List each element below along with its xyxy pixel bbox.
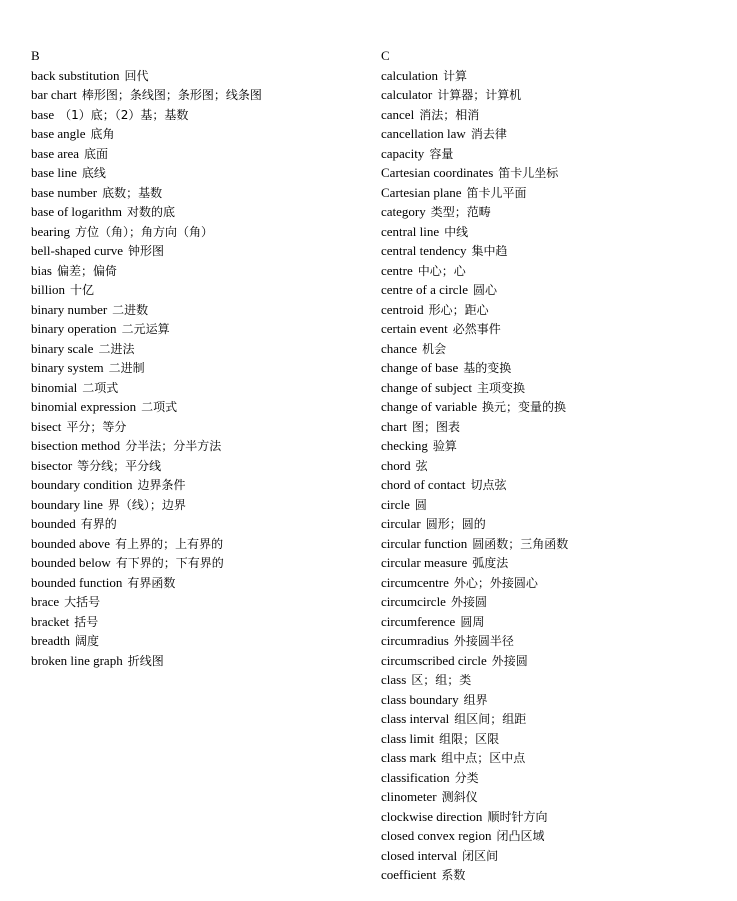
chinese-translation: 二项式	[141, 400, 178, 414]
chinese-translation: 等分线；平分线	[77, 458, 162, 473]
chinese-translation: 中线	[444, 224, 469, 239]
english-term: bisect	[31, 418, 62, 434]
english-term: breadth	[31, 633, 70, 648]
english-term: Cartesian plane	[381, 184, 462, 200]
english-term: circular function	[381, 535, 468, 551]
glossary-entry	[31, 339, 361, 359]
english-term: class limit	[381, 730, 435, 746]
chinese-translation: 顺时针方向	[487, 809, 548, 824]
english-term: class boundary	[381, 691, 459, 707]
glossary-entry	[31, 261, 361, 281]
chinese-translation: 大括号	[64, 595, 101, 609]
english-term: central tendency	[381, 243, 467, 258]
glossary-entry	[381, 144, 721, 164]
glossary-entry	[31, 592, 361, 612]
glossary-entry	[31, 651, 361, 671]
section-heading-b: B	[31, 48, 40, 63]
chinese-translation: 外心；外接圆心	[453, 575, 538, 590]
english-term: circular measure	[381, 555, 468, 570]
chinese-translation: 组界	[463, 692, 488, 707]
english-term: class	[381, 672, 407, 687]
chinese-translation: 二进法	[98, 341, 135, 356]
glossary-entry	[381, 280, 721, 300]
english-term: cancel	[381, 106, 415, 122]
english-term: category	[381, 204, 426, 219]
chinese-translation: 回代	[124, 68, 149, 83]
glossary-entry	[381, 553, 721, 573]
glossary-entry	[381, 85, 721, 105]
chinese-translation: 括号	[74, 614, 99, 629]
english-term: base line	[31, 165, 77, 180]
english-term: bisector	[31, 457, 73, 473]
glossary-entry	[381, 436, 721, 456]
chinese-translation: 钟形图	[128, 244, 165, 258]
glossary-entry	[381, 631, 721, 651]
english-term: chance	[381, 340, 418, 356]
glossary-entry	[381, 124, 721, 144]
glossary-entry	[31, 319, 361, 339]
glossary-entry	[381, 456, 721, 476]
english-term: classification	[381, 769, 450, 785]
english-term: circular	[381, 516, 421, 531]
chinese-translation: 机会	[422, 341, 447, 356]
section-heading-c: C	[381, 48, 390, 63]
glossary-entry	[381, 163, 721, 183]
chinese-translation: 有上界的；上有界的	[115, 536, 224, 551]
chinese-translation: 闭区间	[462, 848, 499, 863]
glossary-entry	[31, 66, 361, 86]
english-term: back substitution	[31, 67, 120, 83]
english-term: change of variable	[381, 399, 478, 414]
glossary-entry	[381, 222, 721, 242]
english-term: binary system	[31, 360, 104, 375]
chinese-translation: 有下界的；下有界的	[115, 556, 224, 570]
glossary-entry	[31, 378, 361, 398]
chinese-translation: 系数	[441, 868, 466, 882]
english-term: Cartesian coordinates	[381, 165, 494, 180]
glossary-entry	[31, 573, 361, 593]
english-term: bounded	[31, 516, 76, 531]
english-term: binary scale	[31, 340, 94, 356]
chinese-translation: 方位（角）；角方向（角）	[74, 224, 213, 239]
glossary-entry	[31, 612, 361, 632]
glossary-entry	[31, 358, 361, 378]
english-term: clinometer	[381, 789, 437, 804]
glossary-entry	[31, 85, 361, 105]
english-term: circumcentre	[381, 574, 449, 590]
glossary-entry	[381, 339, 721, 359]
chinese-translation: 换元；变量的换	[482, 400, 567, 414]
english-term: chord of contact	[381, 477, 466, 492]
chinese-translation: 圆周	[460, 614, 485, 629]
glossary-entry	[381, 865, 721, 885]
english-term: bounded below	[31, 555, 111, 570]
chinese-translation: 有界函数	[127, 575, 176, 590]
chinese-translation: 基的变换	[463, 361, 512, 375]
glossary-entry	[31, 534, 361, 554]
chinese-translation: 十亿	[69, 283, 94, 297]
english-term: bounded function	[31, 574, 123, 590]
glossary-entry	[381, 807, 721, 827]
glossary-entry	[31, 280, 361, 300]
chinese-translation: 图；图表	[411, 419, 460, 434]
glossary-entry	[31, 397, 361, 417]
glossary-entry	[31, 241, 361, 261]
chinese-translation: 界（线）；边界	[107, 497, 186, 512]
chinese-translation: 阔度	[74, 634, 99, 648]
chinese-translation: 组区间；组距	[454, 712, 527, 726]
english-term: chord	[381, 457, 411, 473]
english-term: billion	[31, 282, 65, 297]
english-term: bearing	[31, 223, 70, 239]
chinese-translation: 组限；区限	[439, 731, 500, 746]
chinese-translation: 笛卡儿平面	[466, 185, 527, 200]
english-term: circumscribed circle	[381, 652, 487, 668]
glossary-entry	[381, 495, 721, 515]
english-term: calculator	[381, 87, 433, 102]
glossary-entry	[381, 709, 721, 729]
glossary-entry	[381, 417, 721, 437]
glossary-entry	[381, 378, 721, 398]
glossary-entry	[31, 514, 361, 534]
glossary-entry	[381, 105, 721, 125]
english-term: bounded above	[31, 535, 111, 551]
entry-list-b	[31, 66, 361, 671]
glossary-entry	[31, 124, 361, 144]
glossary-entry	[381, 475, 721, 495]
glossary-entry	[381, 300, 721, 320]
chinese-translation: 形心；距心	[428, 302, 489, 317]
english-term: bracket	[31, 613, 70, 629]
english-term: circumradius	[381, 633, 449, 648]
chinese-translation: 圆函数；三角函数	[472, 536, 569, 551]
english-term: circle	[381, 496, 410, 512]
english-term: bias	[31, 262, 52, 278]
glossary-entry	[381, 651, 721, 671]
chinese-translation: 验算	[432, 439, 457, 453]
glossary-entry	[31, 475, 361, 495]
chinese-translation: 底面	[84, 146, 109, 161]
chinese-translation: 二进数	[112, 302, 149, 317]
english-term: class mark	[381, 750, 437, 765]
english-term: closed convex region	[381, 828, 492, 843]
glossary-entry	[31, 144, 361, 164]
glossary-entry	[31, 456, 361, 476]
chinese-translation: 主项变换	[476, 380, 525, 395]
column-c	[381, 46, 721, 885]
chinese-translation: 组中点；区中点	[441, 751, 526, 765]
glossary-entry	[381, 241, 721, 261]
english-term: base number	[31, 184, 98, 200]
chinese-translation: 弧度法	[472, 556, 509, 570]
english-term: broken line graph	[31, 652, 123, 668]
glossary-entry	[381, 670, 721, 690]
english-term: base of logarithm	[31, 204, 122, 219]
chinese-translation: 切点弦	[470, 478, 507, 492]
english-term: centroid	[381, 301, 424, 317]
english-term: change of subject	[381, 379, 472, 395]
english-term: centre	[381, 262, 413, 278]
glossary-entry	[381, 66, 721, 86]
glossary-entry	[31, 105, 361, 125]
chinese-translation: 圆形；圆的	[425, 517, 486, 531]
glossary-entry	[381, 319, 721, 339]
english-term: circumference	[381, 613, 456, 629]
chinese-translation: 圆	[414, 497, 427, 512]
glossary-entry	[381, 592, 721, 612]
chinese-translation: 消法；相消	[419, 107, 480, 122]
glossary-entry	[31, 202, 361, 222]
english-term: bisection method	[31, 438, 121, 453]
chinese-translation: 底线	[81, 166, 106, 180]
chinese-translation: 对数的底	[126, 205, 175, 219]
english-term: closed interval	[381, 847, 458, 863]
chinese-translation: 棒形图；条线图；条形图；线条图	[81, 88, 262, 102]
chinese-translation: 闭凸区域	[496, 829, 545, 843]
chinese-translation: 弦	[415, 458, 428, 473]
english-term: binomial expression	[31, 399, 137, 414]
chinese-translation: 分类	[454, 770, 479, 785]
english-term: cancellation law	[381, 126, 466, 141]
chinese-translation: 集中趋	[471, 244, 508, 258]
english-term: certain event	[381, 321, 448, 336]
english-term: bell-shaped curve	[31, 243, 124, 258]
english-term: boundary condition	[31, 477, 133, 492]
glossary-entry	[31, 222, 361, 242]
glossary-entry	[31, 300, 361, 320]
chinese-translation: 二项式	[82, 380, 119, 395]
chinese-translation: 容量	[429, 146, 454, 161]
english-term: capacity	[381, 145, 425, 161]
glossary-entry	[31, 183, 361, 203]
chinese-translation: 二进制	[108, 361, 145, 375]
glossary-entry	[381, 261, 721, 281]
english-term: brace	[31, 594, 60, 609]
glossary-entry	[381, 768, 721, 788]
english-term: clockwise direction	[381, 808, 483, 824]
english-term: base angle	[31, 126, 86, 141]
english-term: base area	[31, 145, 79, 161]
entry-list-c	[381, 66, 721, 885]
english-term: calculation	[381, 67, 439, 83]
english-term: boundary line	[31, 496, 103, 512]
glossary-entry	[381, 514, 721, 534]
english-term: binary number	[31, 301, 108, 317]
glossary-entry	[381, 729, 721, 749]
glossary-entry	[31, 631, 361, 651]
glossary-entry	[381, 358, 721, 378]
glossary-entry	[381, 690, 721, 710]
glossary-entry	[381, 612, 721, 632]
chinese-translation: 底数；基数	[102, 185, 163, 200]
chinese-translation: 外接圆	[450, 595, 487, 609]
english-term: binomial	[31, 379, 78, 395]
chinese-translation: 计算	[443, 68, 468, 83]
chinese-translation: 笛卡儿坐标	[498, 166, 559, 180]
chinese-translation: 折线图	[127, 653, 164, 668]
glossary-entry	[381, 787, 721, 807]
column-b	[31, 46, 361, 670]
english-term: chart	[381, 418, 407, 434]
glossary-entry	[381, 183, 721, 203]
chinese-translation: 必然事件	[452, 322, 501, 336]
english-term: binary operation	[31, 321, 117, 336]
chinese-translation: 平分；等分	[66, 419, 127, 434]
glossary-entry	[31, 495, 361, 515]
glossary-entry	[381, 826, 721, 846]
chinese-translation: 中心；心	[417, 263, 466, 278]
glossary-entry	[381, 573, 721, 593]
glossary-entry	[381, 534, 721, 554]
english-term: coefficient	[381, 867, 437, 882]
chinese-translation: 计算器；计算机	[437, 88, 522, 102]
chinese-translation: （1）底；（2）基；基数	[59, 107, 189, 122]
chinese-translation: 外接圆半径	[453, 634, 514, 648]
english-term: class interval	[381, 711, 450, 726]
glossary-entry	[31, 553, 361, 573]
chinese-translation: 底角	[90, 127, 115, 141]
english-term: checking	[381, 438, 428, 453]
chinese-translation: 区；组；类	[411, 673, 472, 687]
glossary-entry	[31, 417, 361, 437]
english-term: base	[31, 106, 55, 122]
glossary-entry	[381, 202, 721, 222]
glossary-entry	[381, 397, 721, 417]
chinese-translation: 圆心	[472, 283, 497, 297]
glossary-entry	[381, 748, 721, 768]
chinese-translation: 类型；范畴	[430, 205, 491, 219]
chinese-translation: 外接圆	[491, 653, 528, 668]
chinese-translation: 有界的	[80, 517, 117, 531]
english-term: bar chart	[31, 87, 77, 102]
glossary-entry	[31, 436, 361, 456]
chinese-translation: 偏差；偏倚	[56, 263, 117, 278]
chinese-translation: 消去律	[470, 127, 507, 141]
glossary-entry	[381, 846, 721, 866]
chinese-translation: 测斜仪	[441, 790, 478, 804]
glossary-entry	[31, 163, 361, 183]
chinese-translation: 二元运算	[121, 322, 170, 336]
english-term: change of base	[381, 360, 459, 375]
english-term: central line	[381, 223, 440, 239]
chinese-translation: 边界条件	[137, 478, 186, 492]
chinese-translation: 分半法；分半方法	[125, 439, 222, 453]
english-term: circumcircle	[381, 594, 446, 609]
english-term: centre of a circle	[381, 282, 468, 297]
